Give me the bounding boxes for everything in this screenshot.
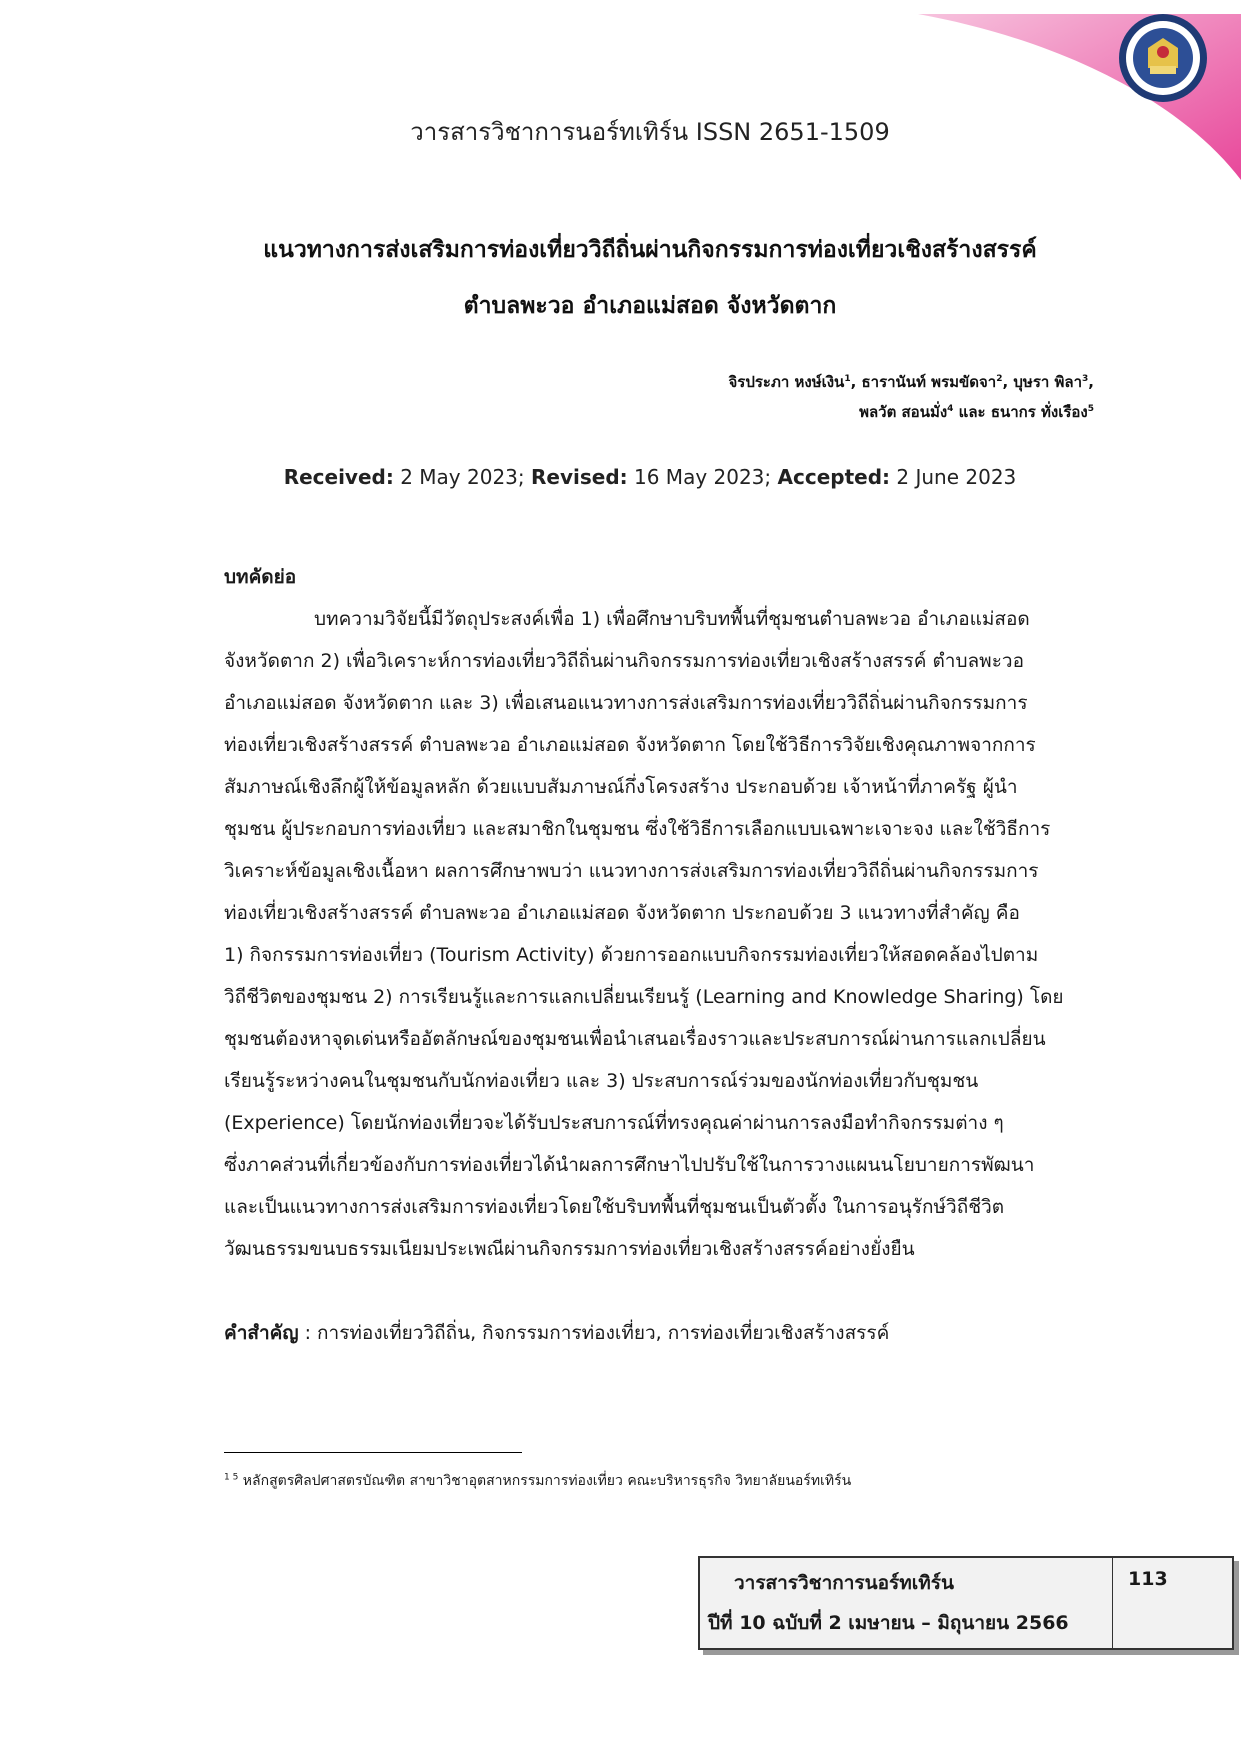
- abstract-line: ชุมชนต้องหาจุดเด่นหรืออัตลักษณ์ของชุมชนเพื่อนำเสนอเรื่องราวและประสบการณ์ผ่านการแลกเปลี่ยน: [224, 1028, 1046, 1050]
- footer-journal-cell: [700, 1558, 1113, 1648]
- author-affiliation-marker: 1: [844, 374, 851, 384]
- abstract-line: อำเภอแม่สอด จังหวัดตาก และ 3) เพื่อเสนอแนวทางการส่งเสริมการท่องเที่ยววิถีถิ่นผ่านกิจกรรมการ: [224, 692, 1028, 714]
- abstract-line: ท่องเที่ยวเชิงสร้างสรรค์ ตำบลพะวอ อำเภอแม่สอด จังหวัดตาก โดยใช้วิธีการวิจัยเชิงคุณภาพจากการ: [224, 734, 1036, 756]
- footer-box: [698, 1556, 1234, 1650]
- abstract-line: ชุมชน ผู้ประกอบการท่องเที่ยว และสมาชิกในชุมชน ซึ่งใช้วิธีการเลือกแบบเฉพาะเจาะจง และใช้วิธีการ: [224, 818, 1051, 840]
- received-label: Received:: [283, 465, 394, 489]
- author-separator: และ: [953, 403, 991, 421]
- author-affiliation-marker: 4: [947, 404, 954, 414]
- author-affiliation-marker: 5: [1087, 404, 1094, 414]
- abstract-line: บทความวิจัยนี้มีวัตถุประสงค์เพื่อ 1) เพื่อศึกษาบริบทพื้นที่ชุมชนตำบลพะวอ อำเภอแม่สอด: [314, 608, 1030, 630]
- abstract-line: วิเคราะห์ข้อมูลเชิงเนื้อหา ผลการศึกษาพบว่า แนวทางการส่งเสริมการท่องเที่ยววิถีถิ่นผ่านกิจกรรมการ: [224, 860, 1039, 882]
- article-title-line-2: ตำบลพะวอ อำเภอแม่สอด จังหวัดตาก: [463, 293, 837, 319]
- footnote-text: หลักสูตรศิลปศาสตรบัณฑิต สาขาวิชาอุตสาหกรรมการท่องเที่ยว คณะบริหารธุรกิจ วิทยาลัยนอร์ทเทิร์น: [238, 1473, 852, 1489]
- article-title-line-1: แนวทางการส่งเสริมการท่องเที่ยววิถีถิ่นผ่านกิจกรรมการท่องเที่ยวเชิงสร้างสรรค์: [263, 237, 1037, 263]
- author-separator: ,: [1002, 373, 1014, 391]
- author-affiliation-marker: 3: [1082, 374, 1089, 384]
- college-seal-icon: [1119, 14, 1207, 102]
- keywords: [224, 1318, 889, 1348]
- revised-date: 16 May 2023;: [634, 465, 772, 489]
- article-dates: [0, 465, 1241, 489]
- author-name: ธารานันท์ พรมขัดจา: [861, 373, 997, 391]
- abstract-line: วัฒนธรรมขนบธรรมเนียมประเพณีผ่านกิจกรรมการท่องเที่ยวเชิงสร้างสรรค์อย่างยั่งยืน: [224, 1238, 915, 1260]
- author-name: จิรประภา หงษ์เงิน: [728, 373, 845, 391]
- page-number: 113: [1128, 1568, 1168, 1590]
- abstract-line: จังหวัดตาก 2) เพื่อวิเคราะห์การท่องเที่ยววิถีถิ่นผ่านกิจกรรมการท่องเที่ยวเชิงสร้างสรรค์ ตำบลพะวอ: [224, 650, 1024, 672]
- footnote: [224, 1470, 851, 1492]
- footnote-rule: [224, 1452, 522, 1453]
- abstract-heading: บทคัดย่อ: [224, 566, 297, 588]
- author-name: พลวัต สอนมั่ง: [859, 403, 948, 421]
- revised-label: Revised:: [531, 465, 628, 489]
- pink-swoosh: [918, 14, 1241, 180]
- authors-line-2: [394, 400, 1094, 424]
- abstract-line: เรียนรู้ระหว่างคนในชุมชนกับนักท่องเที่ยว และ 3) ประสบการณ์ร่วมของนักท่องเที่ยวกับชุมชน: [224, 1070, 979, 1092]
- abstract-line: (Experience) โดยนักท่องเที่ยวจะได้รับประสบการณ์ที่ทรงคุณค่าผ่านการลงมือทำกิจกรรมต่าง ๆ: [224, 1112, 1004, 1134]
- abstract-line: ซึ่งภาคส่วนที่เกี่ยวข้องกับการท่องเที่ยวได้นำผลการศึกษาไปปรับใช้ในการวางแผนนโยบายการพัฒนา: [224, 1154, 1035, 1176]
- abstract-line: ท่องเที่ยวเชิงสร้างสรรค์ ตำบลพะวอ อำเภอแม่สอด จังหวัดตาก ประกอบด้วย 3 แนวทางที่สำคัญ คือ: [224, 902, 1020, 924]
- abstract-line: วิถีชีวิตของชุมชน 2) การเรียนรู้และการแลกเปลี่ยนเรียนรู้ (Learning and Knowledge Sharing) โดย: [224, 986, 1064, 1008]
- abstract-line: 1) กิจกรรมการท่องเที่ยว (Tourism Activity) ด้วยการออกแบบกิจกรรมท่องเที่ยวให้สอดคล้องไปตาม: [224, 944, 1039, 966]
- footer-issue: ปีที่ 10 ฉบับที่ 2 เมษายน – มิถุนายน 2566: [708, 1612, 1069, 1634]
- journal-header: วารสารวิชาการนอร์ทเทิร์น ISSN 2651-1509: [410, 118, 890, 146]
- corner-decoration: [0, 0, 1241, 200]
- accepted-label: Accepted:: [777, 465, 891, 489]
- author-separator: ,: [850, 373, 862, 391]
- footer-journal-name: วารสารวิชาการนอร์ทเทิร์น: [734, 1572, 954, 1594]
- keywords-label: คำสำคัญ: [224, 1322, 299, 1344]
- author-name: ธนากร ทั่งเรือง: [990, 403, 1088, 421]
- accepted-date: 2 June 2023: [896, 465, 1017, 489]
- author-affiliation-marker: 2: [996, 374, 1003, 384]
- received-date: 2 May 2023;: [400, 465, 525, 489]
- author-separator: ,: [1088, 373, 1094, 391]
- keywords-separator: :: [298, 1322, 318, 1344]
- footnote-marker: 1 5: [224, 1472, 239, 1483]
- author-name: บุษรา พิลา: [1013, 373, 1083, 391]
- abstract-body: [224, 598, 1084, 1270]
- abstract-line: และเป็นแนวทางการส่งเสริมการท่องเที่ยวโดยใช้บริบทพื้นที่ชุมชนเป็นตัวตั้ง ในการอนุรักษ์วิถีชีวิต: [224, 1196, 1005, 1218]
- authors-line-1: [394, 370, 1094, 394]
- keywords-text: การท่องเที่ยววิถีถิ่น, กิจกรรมการท่องเที่ยว, การท่องเที่ยวเชิงสร้างสรรค์: [317, 1322, 890, 1344]
- abstract-line: สัมภาษณ์เชิงลึกผู้ให้ข้อมูลหลัก ด้วยแบบสัมภาษณ์กึ่งโครงสร้าง ประกอบด้วย เจ้าหน้าที่ภาครัฐ ผู้นำ: [224, 776, 1018, 798]
